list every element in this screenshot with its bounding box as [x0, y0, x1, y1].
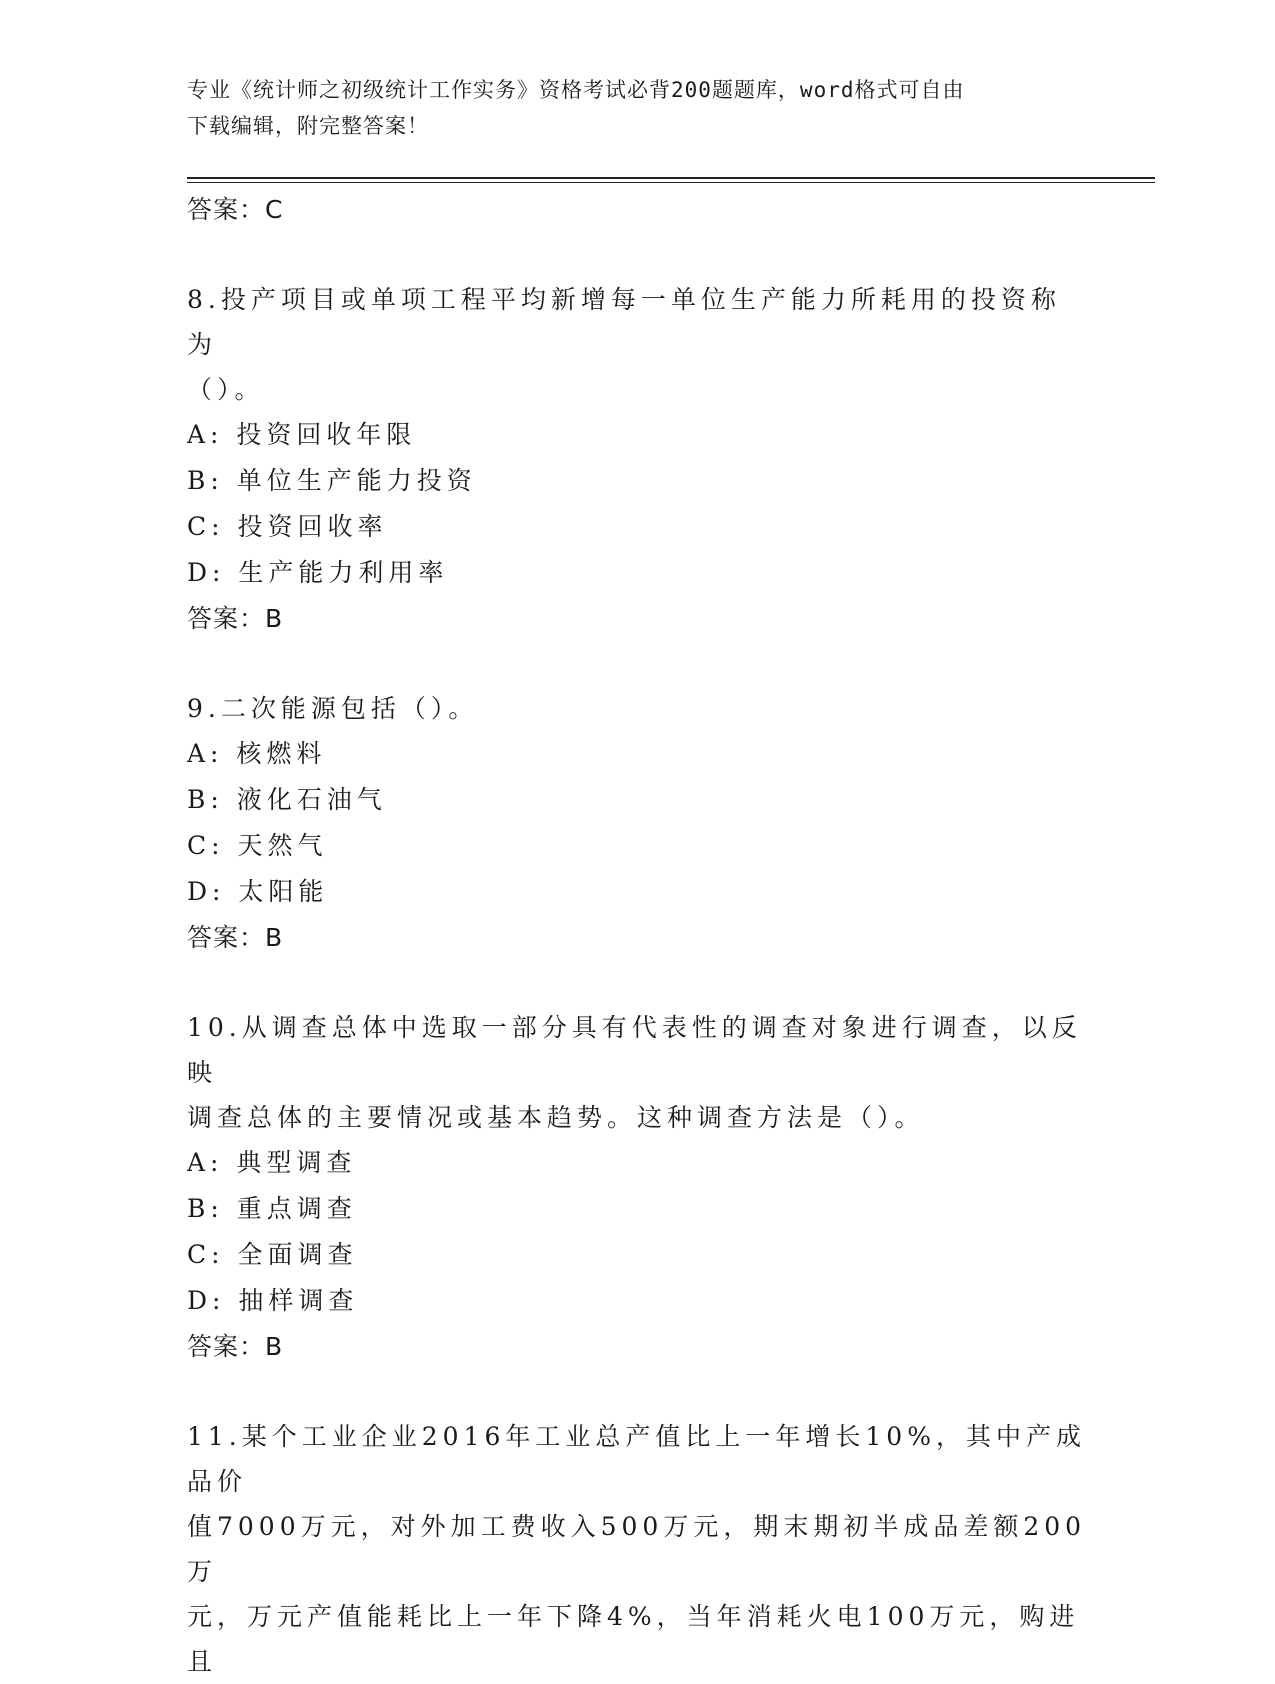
option-c: C: 投资回收率	[187, 512, 388, 541]
option-d: D: 抽样调查	[187, 1286, 359, 1315]
question-stem-line: 元，万元产值能耗比上一年下降4%，当年消耗火电100万元，购进且	[187, 1602, 1080, 1676]
option-a: A: 典型调查	[187, 1148, 357, 1177]
question-list	[187, 187, 1087, 1684]
question-stem-line: 值7000万元，对外加工费收入500万元，期末期初半成品差额200万	[187, 1512, 1087, 1586]
header-line-2: 下载编辑，附完整答案！	[187, 114, 429, 138]
option-a: A: 核燃料	[187, 739, 327, 768]
question-11	[187, 1414, 1087, 1684]
option-c: C: 天然气	[187, 831, 328, 860]
option-b: B: 单位生产能力投资	[187, 466, 477, 495]
option-b: B: 液化石油气	[187, 785, 387, 814]
answer-line: 答案：C	[187, 195, 284, 224]
spacer	[187, 233, 1087, 277]
answer-line: 答案：B	[187, 923, 284, 952]
document-header	[187, 72, 1087, 144]
header-rule-thick	[187, 177, 1155, 179]
question-10	[187, 1005, 1087, 1370]
question-stem-line: 10.从调查总体中选取一部分具有代表性的调查对象进行调查，以反映	[187, 1013, 1082, 1087]
spacer	[187, 1370, 1087, 1414]
question-stem-line: 9.二次能源包括（）。	[187, 694, 479, 723]
option-a: A: 投资回收年限	[187, 420, 417, 449]
header-rule-thin	[187, 182, 1155, 183]
option-d: D: 生产能力利用率	[187, 558, 449, 587]
question-stem-line: （）。	[187, 375, 265, 404]
option-d: D: 太阳能	[187, 877, 329, 906]
answer-line: 答案：B	[187, 1332, 284, 1361]
header-line-1: 专业《统计师之初级统计工作实务》资格考试必背200题题库，word格式可自由	[187, 78, 965, 102]
question-stem-line: 8.投产项目或单项工程平均新增每一单位生产能力所耗用的投资称为	[187, 285, 1061, 359]
option-c: C: 全面调查	[187, 1240, 358, 1269]
spacer	[187, 961, 1087, 1005]
question-stem-line: 调查总体的主要情况或基本趋势。这种调查方法是（）。	[187, 1103, 925, 1132]
option-b: B: 重点调查	[187, 1194, 357, 1223]
spacer	[187, 642, 1087, 686]
answer-line: 答案：B	[187, 604, 284, 633]
question-9	[187, 686, 1087, 961]
question-8	[187, 277, 1087, 642]
question-stem-line: 11.某个工业企业2016年工业总产值比上一年增长10%，其中产成品价	[187, 1422, 1086, 1496]
